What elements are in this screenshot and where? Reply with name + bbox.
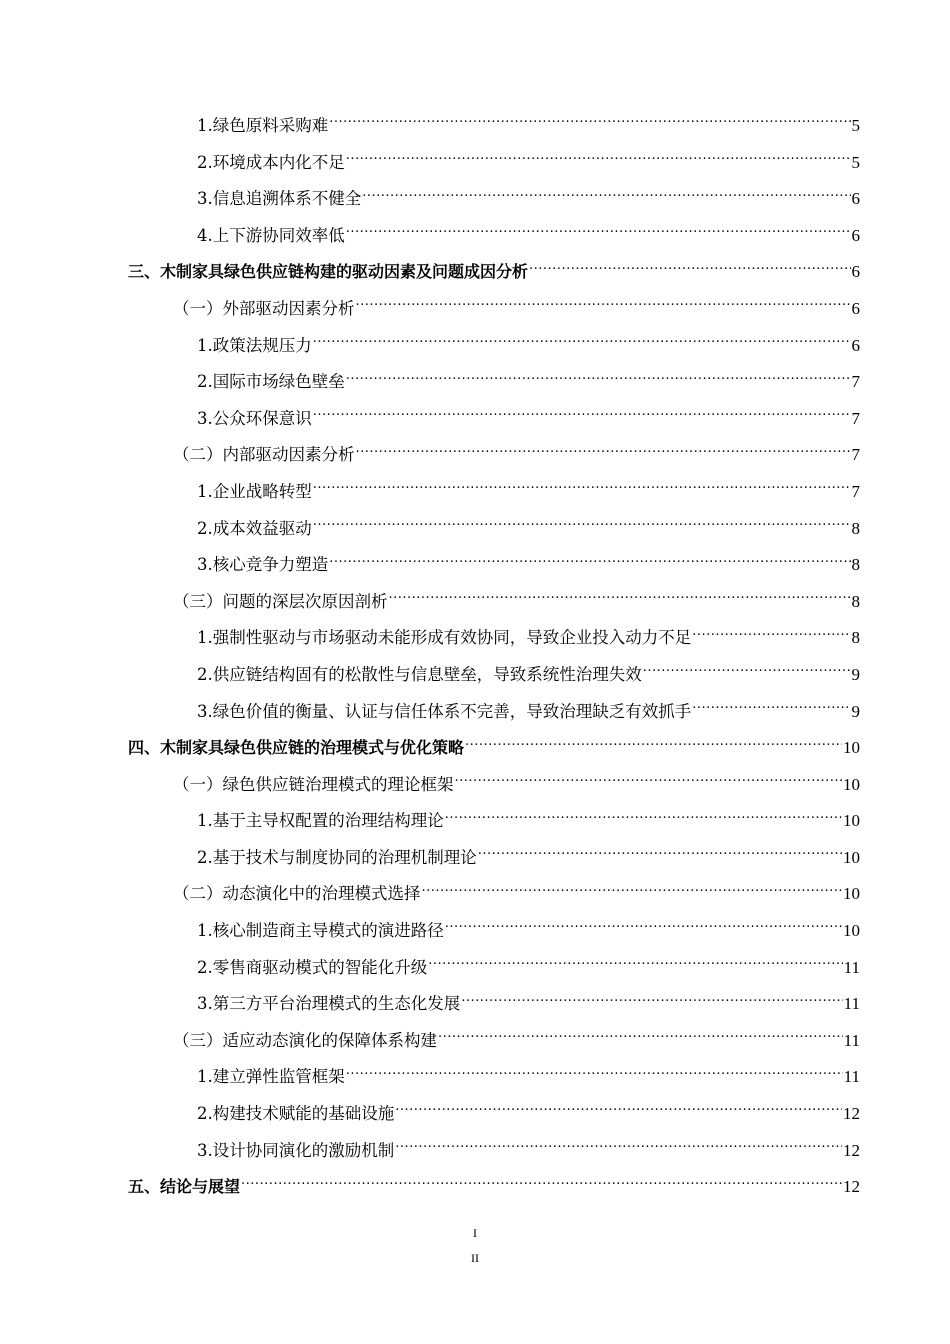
toc-entry-level-3[interactable]	[0, 1059, 950, 1096]
toc-entry-level-3[interactable]	[0, 145, 950, 182]
toc-dot-leader	[329, 554, 850, 570]
toc-entry-title: 1.企业战略转型	[197, 481, 312, 501]
toc-entry-page-number: 10	[843, 847, 860, 867]
toc-entry-title: （三）适应动态演化的保障体系构建	[173, 1030, 437, 1050]
toc-entry-page-number: 9	[851, 664, 860, 684]
toc-dot-leader	[313, 408, 851, 424]
toc-entry-page-number: 11	[843, 1067, 860, 1087]
toc-entry-page-number: 6	[851, 262, 860, 282]
toc-entry-level-3[interactable]	[0, 364, 950, 401]
toc-entry-page-number: 10	[843, 884, 860, 904]
toc-entry-level-2[interactable]	[0, 767, 950, 804]
toc-entry-title: 2.环境成本内化不足	[197, 152, 345, 172]
toc-dot-leader	[529, 261, 850, 277]
toc-entry-page-number: 7	[851, 481, 860, 501]
toc-entry-level-2[interactable]	[0, 437, 950, 474]
toc-entry-title: （二）动态演化中的治理模式选择	[173, 884, 421, 904]
toc-entry-title: 2.基于技术与制度协同的治理机制理论	[197, 847, 477, 867]
toc-dot-leader	[346, 152, 851, 168]
toc-entry-page-number: 10	[843, 738, 860, 758]
toc-entry-title: （三）问题的深层次原因剖析	[173, 591, 388, 611]
toc-entry-level-3[interactable]	[0, 474, 950, 511]
toc-entry-page-number: 9	[851, 701, 860, 721]
table-of-contents	[0, 108, 950, 1206]
toc-entry-page-number: 12	[843, 1177, 860, 1197]
toc-dot-leader	[395, 1140, 842, 1156]
toc-entry-level-1[interactable]	[0, 254, 950, 291]
toc-entry-title: （一）外部驱动因素分析	[173, 298, 355, 318]
toc-entry-page-number: 10	[843, 811, 860, 831]
toc-entry-title: 1.核心制造商主导模式的演进路径	[197, 921, 444, 941]
toc-dot-leader	[445, 810, 842, 826]
page-number-footer-secondary: II	[471, 1251, 479, 1265]
toc-dot-leader	[445, 920, 842, 936]
toc-entry-page-number: 7	[851, 372, 860, 392]
toc-entry-page-number: 10	[843, 921, 860, 941]
toc-dot-leader	[438, 1030, 843, 1046]
toc-dot-leader	[455, 774, 843, 790]
toc-entry-level-1[interactable]	[0, 1169, 950, 1206]
toc-entry-page-number: 11	[843, 994, 860, 1014]
toc-entry-title: 3.设计协同演化的激励机制	[197, 1140, 395, 1160]
toc-dot-leader	[428, 957, 842, 973]
toc-entry-level-3[interactable]	[0, 840, 950, 877]
toc-entry-level-3[interactable]	[0, 1133, 950, 1170]
toc-entry-page-number: 8	[851, 518, 860, 538]
toc-entry-title: 3.核心竞争力塑造	[197, 555, 329, 575]
toc-dot-leader	[313, 481, 851, 497]
toc-entry-level-3[interactable]	[0, 694, 950, 731]
toc-entry-title: 三、木制家具绿色供应链构建的驱动因素及问题成因分析	[128, 262, 529, 282]
toc-entry-title: 3.信息追溯体系不健全	[197, 189, 362, 209]
toc-entry-level-2[interactable]	[0, 291, 950, 328]
toc-entry-page-number: 8	[851, 591, 860, 611]
toc-entry-page-number: 12	[843, 1104, 860, 1124]
toc-entry-title: 2.国际市场绿色壁垒	[197, 372, 345, 392]
toc-entry-level-3[interactable]	[0, 950, 950, 987]
toc-entry-level-3[interactable]	[0, 547, 950, 584]
toc-entry-title: 1.政策法规压力	[197, 335, 312, 355]
toc-entry-title: 4.上下游协同效率低	[197, 225, 345, 245]
toc-entry-page-number: 6	[851, 298, 860, 318]
toc-entry-page-number: 8	[851, 555, 860, 575]
toc-dot-leader	[643, 664, 851, 680]
toc-entry-title: 1.建立弹性监管框架	[197, 1067, 345, 1087]
toc-dot-leader	[478, 847, 842, 863]
toc-entry-level-3[interactable]	[0, 803, 950, 840]
toc-entry-level-3[interactable]	[0, 913, 950, 950]
toc-entry-title: 2.成本效益驱动	[197, 518, 312, 538]
toc-entry-title: 1.绿色原料采购难	[197, 116, 329, 135]
toc-dot-leader	[465, 737, 842, 753]
toc-entry-level-1[interactable]	[0, 730, 950, 767]
toc-entry-level-2[interactable]	[0, 1023, 950, 1060]
toc-entry-page-number: 6	[851, 189, 860, 209]
toc-entry-level-2[interactable]	[0, 876, 950, 913]
toc-entry-page-number: 10	[843, 774, 860, 794]
toc-entry-title: 1.强制性驱动与市场驱动未能形成有效协同，导致企业投入动力不足	[197, 628, 692, 648]
toc-dot-leader	[461, 993, 842, 1009]
toc-dot-leader	[692, 627, 850, 643]
toc-entry-page-number: 11	[843, 1030, 860, 1050]
toc-entry-title: 五、结论与展望	[128, 1177, 241, 1197]
toc-dot-leader	[692, 701, 850, 717]
toc-entry-page-number: 5	[851, 152, 860, 172]
toc-entry-level-3[interactable]	[0, 511, 950, 548]
toc-entry-level-3[interactable]	[0, 620, 950, 657]
toc-entry-page-number: 11	[843, 957, 860, 977]
toc-dot-leader	[395, 1103, 842, 1119]
toc-entry-page-number: 12	[843, 1140, 860, 1160]
toc-dot-leader	[356, 444, 851, 460]
toc-entry-title: （一）绿色供应链治理模式的理论框架	[173, 774, 454, 794]
toc-dot-leader	[422, 883, 843, 899]
toc-entry-title: 2.构建技术赋能的基础设施	[197, 1104, 395, 1124]
toc-entry-title: 3.绿色价值的衡量、认证与信任体系不完善，导致治理缺乏有效抓手	[197, 701, 692, 721]
toc-entry-title: 2.零售商驱动模式的智能化升级	[197, 957, 428, 977]
toc-dot-leader	[313, 518, 851, 534]
toc-entry-level-3[interactable]	[0, 328, 950, 365]
toc-dot-leader	[313, 335, 851, 351]
toc-entry-title: 1.基于主导权配置的治理结构理论	[197, 811, 444, 831]
toc-dot-leader	[241, 1176, 842, 1192]
toc-entry-level-3[interactable]	[0, 401, 950, 438]
toc-entry-level-3[interactable]	[0, 218, 950, 255]
toc-entry-level-3[interactable]	[0, 1096, 950, 1133]
toc-dot-leader	[346, 225, 851, 241]
toc-entry-title: 四、木制家具绿色供应链的治理模式与优化策略	[128, 738, 465, 758]
toc-entry-page-number: 6	[851, 335, 860, 355]
toc-entry-level-2[interactable]	[0, 584, 950, 621]
toc-entry-page-number: 5	[851, 116, 860, 135]
page-number-footer: I	[473, 1226, 477, 1240]
toc-dot-leader	[356, 298, 851, 314]
toc-entry-level-3[interactable]	[0, 657, 950, 694]
toc-entry-page-number: 7	[851, 445, 860, 465]
toc-dot-leader	[389, 591, 851, 607]
toc-dot-leader	[329, 115, 850, 131]
toc-entry-title: 2.供应链结构固有的松散性与信息壁垒，导致系统性治理失效	[197, 664, 642, 684]
toc-entry-page-number: 8	[851, 628, 860, 648]
toc-entry-title: （二）内部驱动因素分析	[173, 445, 355, 465]
toc-dot-leader	[346, 1066, 843, 1082]
toc-entry-title: 3.第三方平台治理模式的生态化发展	[197, 994, 461, 1014]
toc-entry-page-number: 6	[851, 225, 860, 245]
toc-dot-leader	[346, 371, 851, 387]
toc-dot-leader	[362, 188, 850, 204]
toc-entry-level-3[interactable]	[0, 181, 950, 218]
toc-entry-level-3[interactable]	[0, 986, 950, 1023]
toc-entry-page-number: 7	[851, 408, 860, 428]
toc-entry-title: 3.公众环保意识	[197, 408, 312, 428]
toc-entry-level-3[interactable]	[0, 108, 950, 145]
